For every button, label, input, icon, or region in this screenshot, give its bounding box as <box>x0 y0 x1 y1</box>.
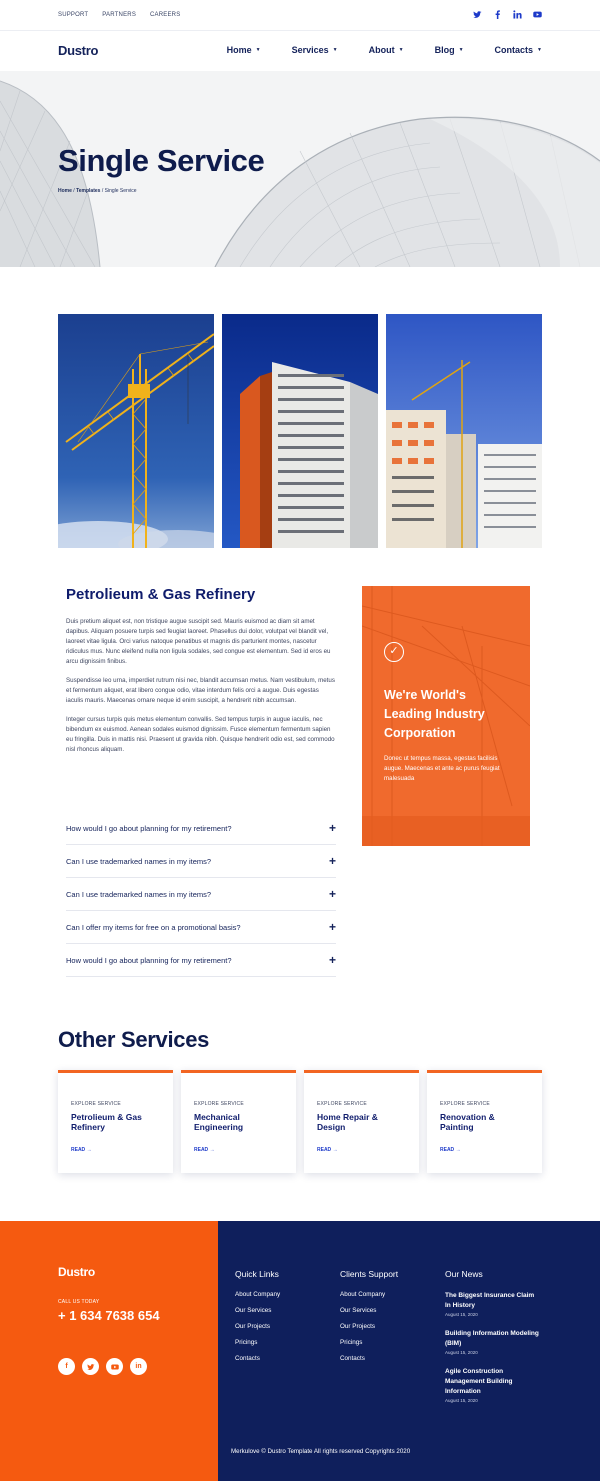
chevron-down-icon: ▼ <box>458 47 464 53</box>
news-item-title[interactable]: Agile Construction Management Building Information <box>445 1368 513 1395</box>
partners-link[interactable]: PARTNERS <box>102 12 137 18</box>
faq-item[interactable] <box>66 812 336 845</box>
main-nav <box>0 31 600 71</box>
promo-text: Donec ut tempus massa, egestas facilisis augue. Maecenas et ante ac purus feugiat malesuada <box>384 755 500 782</box>
nav-item-about[interactable] <box>369 45 404 55</box>
clients-support-column <box>340 1269 398 1371</box>
plus-icon: + <box>328 821 336 835</box>
nav-item-contacts[interactable] <box>495 45 542 55</box>
youtube-icon[interactable] <box>106 1358 123 1375</box>
news-item-title[interactable]: The Biggest Insurance Claim In History <box>445 1292 535 1309</box>
faq-accordion <box>66 812 336 977</box>
footer-link[interactable]: About Company <box>340 1291 386 1298</box>
logo[interactable] <box>58 43 98 58</box>
promo-box <box>362 586 530 846</box>
twitter-icon[interactable] <box>473 10 482 19</box>
nav-item-blog[interactable] <box>435 45 464 55</box>
nav-services-label: Services <box>291 45 329 55</box>
footer-link[interactable]: Our Services <box>340 1307 377 1314</box>
chevron-down-icon: ▼ <box>255 47 261 53</box>
arrow-right-icon: → <box>455 1147 461 1153</box>
footer-link[interactable]: Our Projects <box>340 1323 375 1330</box>
chevron-down-icon: ▼ <box>332 47 338 53</box>
breadcrumb-home[interactable]: Home <box>58 188 72 194</box>
gallery-image-building <box>222 314 378 548</box>
footer-link[interactable]: Our Services <box>235 1307 272 1314</box>
arrow-right-icon: → <box>86 1147 92 1153</box>
service-paragraph-1: Duis pretium aliquet est, non tristique augue suscipit sed. Mauris euismod ac diam sit amet dapibus. Aliquam posuere turpis sed feugiat laoreet. Phasellus dui dolor, volutpat vel blandit vel, laoreet vitae ligula. Orci varius natoque penatibus et magnis dis parturient montes, nascetur ridiculus mus. Nunc eleifend nulla non ligula sodales, sed congue est elementum. Sed id eros eu arcu dignissim finibus. <box>66 618 331 665</box>
nav-menu <box>227 45 542 55</box>
card-title: Mechanical Engineering <box>194 1112 244 1132</box>
faq-question: How would I go about planning for my retirement? <box>66 955 232 965</box>
footer-logo[interactable]: Dustro <box>58 1265 95 1279</box>
plus-icon: + <box>328 854 336 868</box>
read-link[interactable] <box>317 1147 338 1153</box>
read-label: READ <box>317 1147 332 1153</box>
twitter-icon[interactable] <box>82 1358 99 1375</box>
quick-links-column <box>235 1269 280 1371</box>
footer-contact-panel <box>0 1221 218 1481</box>
phone-number[interactable]: + 1 634 7638 654 <box>58 1308 160 1323</box>
footer-link[interactable]: Contacts <box>235 1355 260 1362</box>
copyright-text: Merkulove © Dustro Template All rights reserved Copyrights 2020 <box>231 1448 411 1455</box>
linkedin-icon[interactable]: in <box>130 1358 147 1375</box>
card-kicker: EXPLORE SERVICE <box>440 1101 490 1107</box>
breadcrumb-separator: / <box>101 188 104 194</box>
faq-item[interactable] <box>66 845 336 878</box>
service-paragraph-3: Integer cursus turpis quis metus elementum convallis. Sed tempus turpis in augue iaculis, nec bibendum ex euismod. Aenean sodales euismod dignissim. Fusce elementum fermentum sapien eu fringilla. Duis in mattis nisi. Praesent ut gravida nibh. Quisque hendrerit odio est, sed commodo nisl rhoncus aliquam. <box>66 716 335 753</box>
card-kicker: EXPLORE SERVICE <box>71 1101 121 1107</box>
service-card[interactable] <box>181 1070 296 1173</box>
card-kicker: EXPLORE SERVICE <box>194 1101 244 1107</box>
news-item-date: August 15, 2020 <box>445 1398 478 1403</box>
faq-item[interactable] <box>66 944 336 977</box>
chevron-down-icon: ▼ <box>398 47 404 53</box>
nav-item-services[interactable] <box>292 45 338 55</box>
news-column <box>445 1269 540 1415</box>
faq-question: Can I offer my items for free on a promotional basis? <box>66 922 241 932</box>
plus-icon: + <box>328 887 336 901</box>
nav-contacts-label: Contacts <box>494 45 534 55</box>
service-title: Petrolieum & Gas Refinery <box>66 586 256 603</box>
breadcrumb-templates[interactable]: Templates <box>76 188 101 194</box>
other-services-cards <box>58 1070 542 1173</box>
call-label: CALL US TODAY <box>58 1299 100 1305</box>
service-paragraph-2: Suspendisse leo urna, imperdiet rutrum nisi nec, blandit accumsan metus. Nam vestibulum, metus et fermentum aliquet, erat libero congue odio, vitae interdum felis orci a augue. Duis egestas iaculis mauris. Maecenas ornare neque id enim suscipit, a hendrerit nibh accumsan. <box>66 677 335 704</box>
service-gallery <box>58 314 542 548</box>
top-social <box>473 10 542 19</box>
nav-home-label: Home <box>226 45 252 55</box>
service-card[interactable] <box>58 1070 173 1173</box>
plus-icon: + <box>328 953 336 967</box>
gallery-image-construction <box>386 314 542 548</box>
logo-text: Dustro <box>58 43 99 58</box>
news-item-date: August 15, 2020 <box>445 1350 478 1355</box>
footer-link[interactable]: About Company <box>235 1291 281 1298</box>
other-services-title: Other Services <box>58 1027 210 1052</box>
footer-link[interactable]: Pricings <box>235 1339 258 1346</box>
card-kicker: EXPLORE SERVICE <box>317 1101 367 1107</box>
breadcrumb-current: Single Service <box>104 188 137 194</box>
read-label: READ <box>71 1147 86 1153</box>
faq-item[interactable] <box>66 911 336 944</box>
read-label: READ <box>194 1147 209 1153</box>
service-card[interactable] <box>427 1070 542 1173</box>
support-link[interactable]: SUPPORT <box>58 12 89 18</box>
breadcrumb <box>58 188 137 194</box>
promo-title: We're World's Leading Industry Corporation <box>384 688 485 740</box>
facebook-icon[interactable]: f <box>58 1358 75 1375</box>
careers-link[interactable]: CAREERS <box>150 12 181 18</box>
nav-about-label: About <box>368 45 395 55</box>
top-links <box>58 12 180 18</box>
hero-banner <box>0 71 600 267</box>
news-title: Our News <box>445 1269 483 1279</box>
arrow-right-icon: → <box>209 1147 215 1153</box>
card-title: Home Repair & Design <box>317 1112 378 1132</box>
faq-question: How would I go about planning for my retirement? <box>66 823 232 833</box>
youtube-icon[interactable] <box>533 10 542 19</box>
page-title: Single Service <box>58 143 265 178</box>
arrow-right-icon: → <box>332 1147 338 1153</box>
service-card[interactable] <box>304 1070 419 1173</box>
linkedin-icon[interactable] <box>513 10 522 19</box>
nav-blog-label: Blog <box>434 45 455 55</box>
chevron-down-icon: ▼ <box>537 47 542 53</box>
breadcrumb-separator: / <box>73 188 75 194</box>
facebook-icon[interactable] <box>493 10 502 19</box>
faq-item[interactable] <box>66 878 336 911</box>
read-link[interactable] <box>71 1147 92 1153</box>
faq-question: Can I use trademarked names in my items? <box>66 889 212 899</box>
faq-question: Can I use trademarked names in my items? <box>66 856 212 866</box>
plus-icon: + <box>328 920 336 934</box>
footer-link[interactable]: Pricings <box>340 1339 363 1346</box>
card-title: Renovation & Painting <box>440 1112 495 1132</box>
news-item-title[interactable]: Building Information Modeling (BIM) <box>445 1330 539 1347</box>
footer-link[interactable]: Contacts <box>340 1355 365 1362</box>
quick-links-title: Quick Links <box>235 1269 279 1279</box>
clients-support-title: Clients Support <box>340 1269 399 1279</box>
footer-social <box>58 1358 147 1375</box>
check-circle-icon: ✓ <box>384 642 404 662</box>
nav-item-home[interactable] <box>227 45 261 55</box>
read-link[interactable] <box>440 1147 461 1153</box>
card-title: Petrolieum & Gas Refinery <box>71 1112 142 1132</box>
top-bar <box>0 0 600 31</box>
footer-link[interactable]: Our Projects <box>235 1323 270 1330</box>
read-label: READ <box>440 1147 455 1153</box>
footer-links-panel <box>218 1221 600 1481</box>
news-item-date: August 15, 2020 <box>445 1312 478 1317</box>
read-link[interactable] <box>194 1147 215 1153</box>
service-content <box>66 586 336 764</box>
gallery-image-crane <box>58 314 214 548</box>
